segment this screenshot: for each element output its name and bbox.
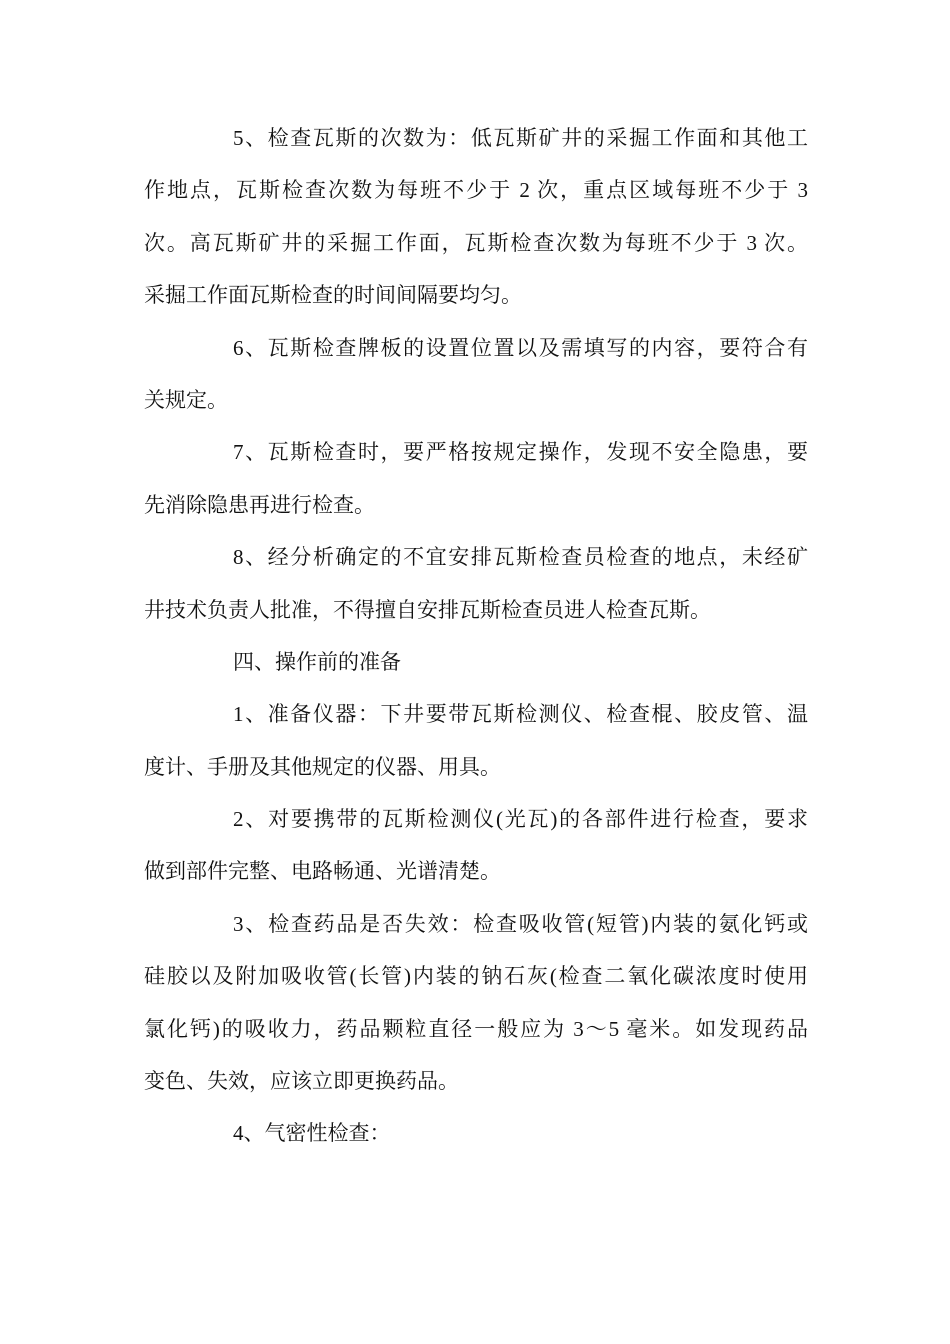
- paragraph-6-check-board: [144, 322, 808, 427]
- document-body: [144, 112, 808, 1160]
- text-line: 变色、失效，应该立即更换药品。: [144, 1069, 459, 1094]
- paragraph-7-operation-rules: [144, 426, 808, 531]
- item-4-airtightness-check: [144, 1107, 808, 1159]
- text-line: 5、检查瓦斯的次数为：低瓦斯矿井的采掘工作面和其他工: [233, 126, 808, 150]
- text-line: 8、经分析确定的不宜安排瓦斯检查员检查的地点，未经矿: [233, 545, 808, 570]
- text-line: 井技术负责人批准，不得擅自安排瓦斯检查员进人检查瓦斯。: [144, 597, 711, 622]
- text-line: 1、准备仪器：下井要带瓦斯检测仪、检查棍、胶皮管、温: [233, 702, 808, 727]
- item-1-prepare-instruments: [144, 688, 808, 793]
- text-line: 6、瓦斯检查牌板的设置位置以及需填写的内容，要符合有: [233, 335, 808, 360]
- text-line: 度计、手册及其他规定的仪器、用具。: [144, 754, 501, 779]
- text-line: 做到部件完整、电路畅通、光谱清楚。: [144, 859, 501, 884]
- paragraph-5-gas-check-frequency: [144, 112, 808, 322]
- text-line: 作地点，瓦斯检查次数为每班不少于 2 次，重点区域每班不少于 3: [144, 178, 808, 203]
- text-line: 7、瓦斯检查时，要严格按规定操作，发现不安全隐患，要: [233, 440, 808, 465]
- text-line: 硅胶以及附加吸收管(长管)内装的钠石灰(检查二氧化碳浓度时使用: [144, 964, 808, 989]
- text-line: 4、气密性检查：: [233, 1121, 391, 1146]
- text-line: 氯化钙)的吸收力，药品颗粒直径一般应为 3～5 毫米。如发现药品: [144, 1016, 808, 1041]
- text-line: 先消除隐患再进行检查。: [144, 492, 375, 517]
- item-3-check-reagents: [144, 898, 808, 1108]
- section-heading-preparation: [144, 636, 808, 688]
- text-line: 3、检查药品是否失效：检查吸收管(短管)内装的氨化钙或: [233, 911, 808, 936]
- paragraph-8-unsuitable-locations: [144, 531, 808, 636]
- text-line: 采掘工作面瓦斯检查的时间间隔要均匀。: [144, 283, 522, 308]
- text-line: 次。高瓦斯矿井的采掘工作面，瓦斯检查次数为每班不少于 3 次。: [144, 230, 808, 255]
- section-heading-text: 四、操作前的准备: [233, 649, 401, 674]
- text-line: 关规定。: [144, 387, 228, 412]
- text-line: 2、对要携带的瓦斯检测仪(光瓦)的各部件进行检查，要求: [233, 807, 808, 832]
- item-2-inspect-detector: [144, 793, 808, 898]
